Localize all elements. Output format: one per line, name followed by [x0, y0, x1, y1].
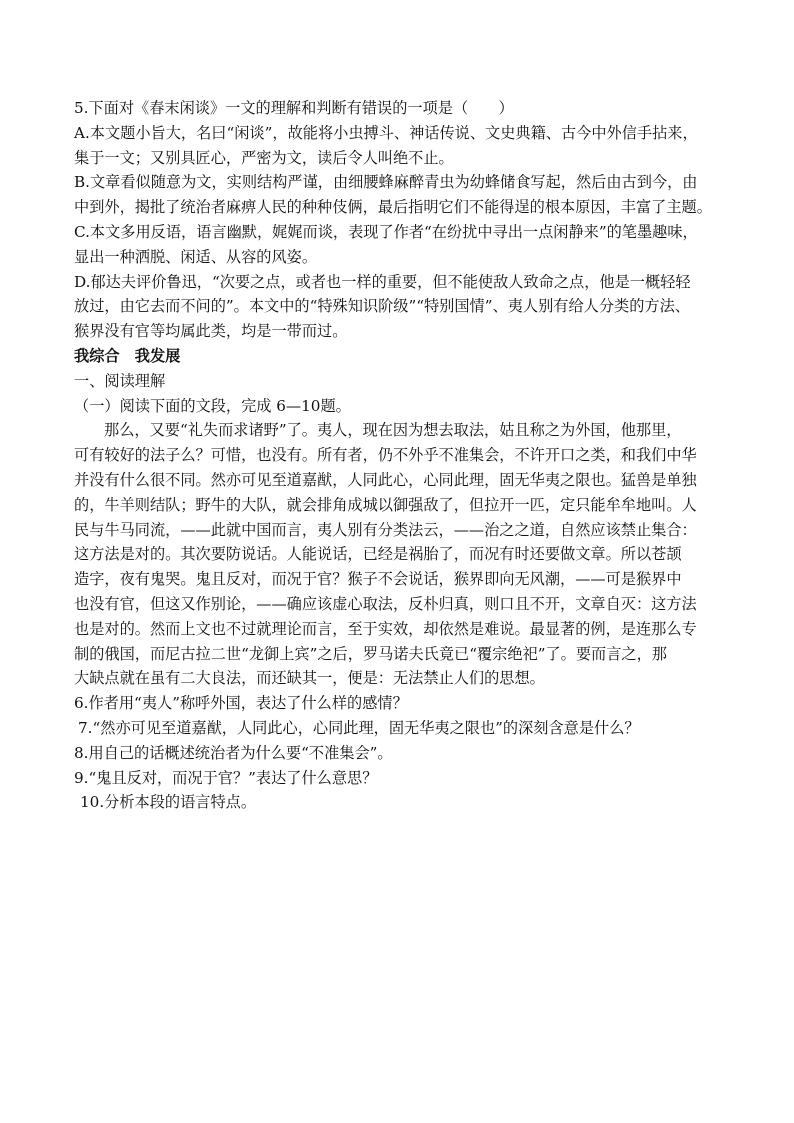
passage-line: 可有较好的法子么？可惜，也没有。所有者，仍不外乎不准集会，不许开口之类，和我们中华 — [74, 446, 697, 465]
section-title: 我综合 我发展 — [74, 346, 181, 365]
question-9: 9.“鬼且反对，而况于官？”表达了什么意思？ — [74, 768, 378, 787]
question-10: 10.分析本段的语言特点。 — [80, 793, 257, 812]
passage-line: 民与牛马同流，——此就中国而言，夷人别有分类法云，——治之之道，自然应该禁止集合： — [74, 520, 697, 539]
question-6: 6.作者用“夷人”称呼外国，表达了什么样的感情？ — [74, 694, 408, 713]
reading-intro: （一）阅读下面的文段，完成 6—10题。 — [74, 396, 351, 415]
passage-line: 大缺点就在虽有二大良法，而还缺其一，便是：无法禁止人们的思想。 — [74, 669, 545, 688]
document-page — [74, 96, 734, 815]
passage-line: 制的俄国，而尼古拉二世“龙御上宾”之后，罗马诺夫氏竟已“覆宗绝祀”了。要而言之，那 — [74, 644, 667, 663]
passage-line: 那么，又要“礼失而求诸野”了。夷人，现在因为想去取法，姑且称之为外国，他那里， — [104, 421, 682, 440]
part-title: 一、阅读理解 — [74, 371, 166, 390]
question-7: 7.“然亦可见至道嘉猷，人同此心，心同此理，固无华夷之限也”的深刻含意是什么？ — [78, 718, 640, 737]
question-8: 8.用自己的话概述统治者为什么要“不准集会”。 — [74, 743, 393, 762]
passage-line: 造字，夜有鬼哭。鬼且反对，而况于官？猴子不会说话，猴界即向无风潮，——可是猴界中 — [74, 570, 682, 589]
option-b-line-1: B.文章看似随意为文，实则结构严谨，由细腰蜂麻醉青虫为幼蜂储食写起，然后由古到今，由 — [74, 173, 698, 192]
option-d-line-2: 放过，由它去而不问的”。本文中的“特殊知识阶级”“特别国情”、夷人别有给人分类的方法、 — [74, 297, 690, 316]
passage-line: 并没有什么很不同。然亦可见至道嘉猷，人同此心，心同此理，固无华夷之限也。猛兽是单独 — [74, 470, 697, 489]
option-c-line-1: C.本文多用反语，语言幽默，娓娓而谈，表现了作者“在纷扰中寻出一点闲静来”的笔墨趣味， — [74, 222, 698, 241]
passage-line: 这方法是对的。其次要防说话。人能说话，已经是祸胎了，而况有时还要做文章。所以苍颉 — [74, 545, 682, 564]
passage-line: 的，牛羊则结队；野牛的大队，就会排角成城以御强敌了，但拉开一匹，定只能牟牟地叫。人 — [74, 495, 697, 514]
option-a-line-1: A.本文题小旨大，名曰“闲谈”，故能将小虫搏斗、神话传说、文史典籍、古今中外信手拈来， — [74, 123, 698, 142]
option-d-line-3: 猴界没有官等均属此类，均是一带而过。 — [74, 322, 348, 341]
option-c-line-2: 显出一种洒脱、闲适、从容的风姿。 — [74, 247, 317, 266]
passage-line: 也没有官，但这又作别论，——确应该虚心取法，反朴归真，则口且不开，文章自灭：这方法 — [74, 594, 697, 613]
option-a-line-2: 集于一文；又别具匠心，严密为文，读后令人叫绝不止。 — [74, 148, 454, 167]
option-b-line-2: 中到外，揭批了统治者麻痹人民的种种伎俩，最后指明它们不能得逞的根本原因，丰富了主题。 — [74, 198, 712, 217]
question-5-stem: 5.下面对《春末闲谈》一文的理解和判断有错误的一项是（ ） — [74, 99, 514, 117]
passage-line: 也是对的。然而上文也不过就理论而言，至于实效，却依然是难说。最显著的例，是连那么专 — [74, 619, 697, 638]
option-d-line-1: D.郁达夫评价鲁迅，“次要之点，或者也一样的重要，但不能使敌人致命之点，他是一概轻轻 — [74, 272, 691, 291]
